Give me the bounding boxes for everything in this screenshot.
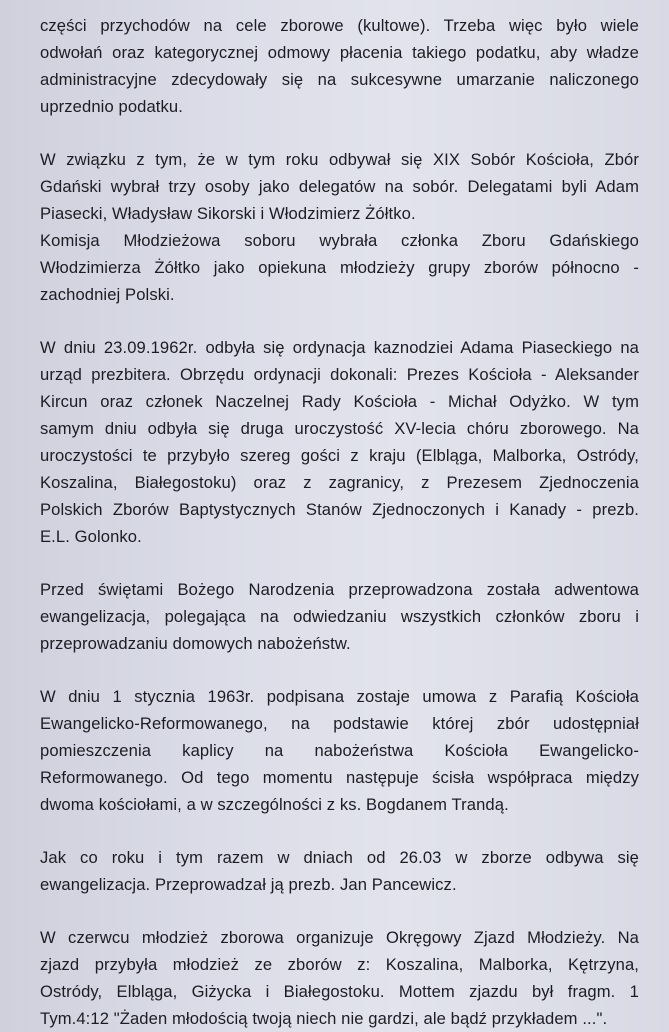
text-line: Włodzimierza Żółtko jako opiekuna młodzieży grupy zborów północno - xyxy=(40,258,639,277)
paragraph-advent xyxy=(40,576,639,657)
text-line: ewangelizacja. Przeprowadzał ją prezb. Jan Pancewicz. xyxy=(40,875,457,894)
text-line: E.L. Golonko. xyxy=(40,527,142,546)
text-line: Piasecki, Władysław Sikorski i Włodzimierz Żółtko. xyxy=(40,204,416,223)
text-line: W czerwcu młodzież zborowa organizuje Okręgowy Zjazd Młodzieży. Na xyxy=(40,928,639,947)
text-line: części przychodów na cele zborowe (kultowe). Trzeba więc było wiele xyxy=(40,16,639,35)
text-line: Gdański wybrał trzy osoby jako delegatów na sobór. Delegatami byli Adam xyxy=(40,177,639,196)
text-line: Komisja Młodzieżowa soboru wybrała członka Zboru Gdańskiego xyxy=(40,231,639,250)
text-line: zjazd przybyła młodzież ze zborów z: Koszalina, Malborka, Kętrzyna, xyxy=(40,955,639,974)
text-line: W dniu 1 stycznia 1963r. podpisana zostaje umowa z Parafią Kościoła xyxy=(40,687,639,706)
text-line: ewangelizacja, polegająca na odwiedzaniu wszystkich członków zboru i xyxy=(40,607,639,626)
text-line: uprzednio podatku. xyxy=(40,97,183,116)
text-line: W dniu 23.09.1962r. odbyła się ordynacja kaznodziei Adama Piaseckiego na xyxy=(40,338,639,357)
text-line: Przed świętami Bożego Narodzenia przeprowadzona została adwentowa xyxy=(40,580,639,599)
text-line: dwoma kościołami, a w szczególności z ks. Bogdanem Trandą. xyxy=(40,795,509,814)
text-line: odwołań oraz kategorycznej odmowy płacenia takiego podatku, aby władze xyxy=(40,43,639,62)
paragraph-evangelization xyxy=(40,844,639,898)
text-line: Ostródy, Elbląga, Giżycka i Białegostoku. Mottem zjazdu był fragm. 1 xyxy=(40,982,639,1001)
text-line: uroczystości te przybyło szereg gości z kraju (Elbląga, Malborka, Ostródy, xyxy=(40,446,639,465)
paragraph-synod xyxy=(40,146,639,308)
text-line: pomieszczenia kaplicy na nabożeństwa Kościoła Ewangelicko- xyxy=(40,741,639,760)
text-line: Kircun oraz członek Naczelnej Rady Kościoła - Michał Odyżko. W tym xyxy=(40,392,639,411)
text-line: Ewangelicko-Reformowanego, na podstawie której zbór udostępniał xyxy=(40,714,639,733)
text-line: samym dniu odbyła się druga uroczystość XV-lecia chóru zborowego. Na xyxy=(40,419,639,438)
text-line: Tym.4:12 "Żaden młodością twoją niech nie gardzi, ale bądź przykładem ...". xyxy=(40,1009,608,1028)
paragraph-tax xyxy=(40,12,639,120)
paragraph-agreement xyxy=(40,683,639,818)
text-line: Reformowanego. Od tego momentu następuje ścisła współpraca między xyxy=(40,768,639,787)
text-line: W związku z tym, że w tym roku odbywał się XIX Sobór Kościoła, Zbór xyxy=(40,150,639,169)
paragraph-ordination xyxy=(40,334,639,550)
text-line: urząd prezbitera. Obrzędu ordynacji dokonali: Prezes Kościoła - Aleksander xyxy=(40,365,639,384)
text-line: Koszalina, Białegostoku) oraz z zagranicy, z Prezesem Zjednoczenia xyxy=(40,473,639,492)
text-line: administracyjne zdecydowały się na sukcesywne umarzanie naliczonego xyxy=(40,70,639,89)
text-line: zachodniej Polski. xyxy=(40,285,175,304)
text-line: Polskich Zborów Baptystycznych Stanów Zjednoczonych i Kanady - prezb. xyxy=(40,500,639,519)
paragraph-youth-congress xyxy=(40,924,639,1032)
text-line: przeprowadzaniu domowych nabożeństw. xyxy=(40,634,351,653)
text-line: Jak co roku i tym razem w dniach od 26.03 w zborze odbywa się xyxy=(40,848,639,867)
